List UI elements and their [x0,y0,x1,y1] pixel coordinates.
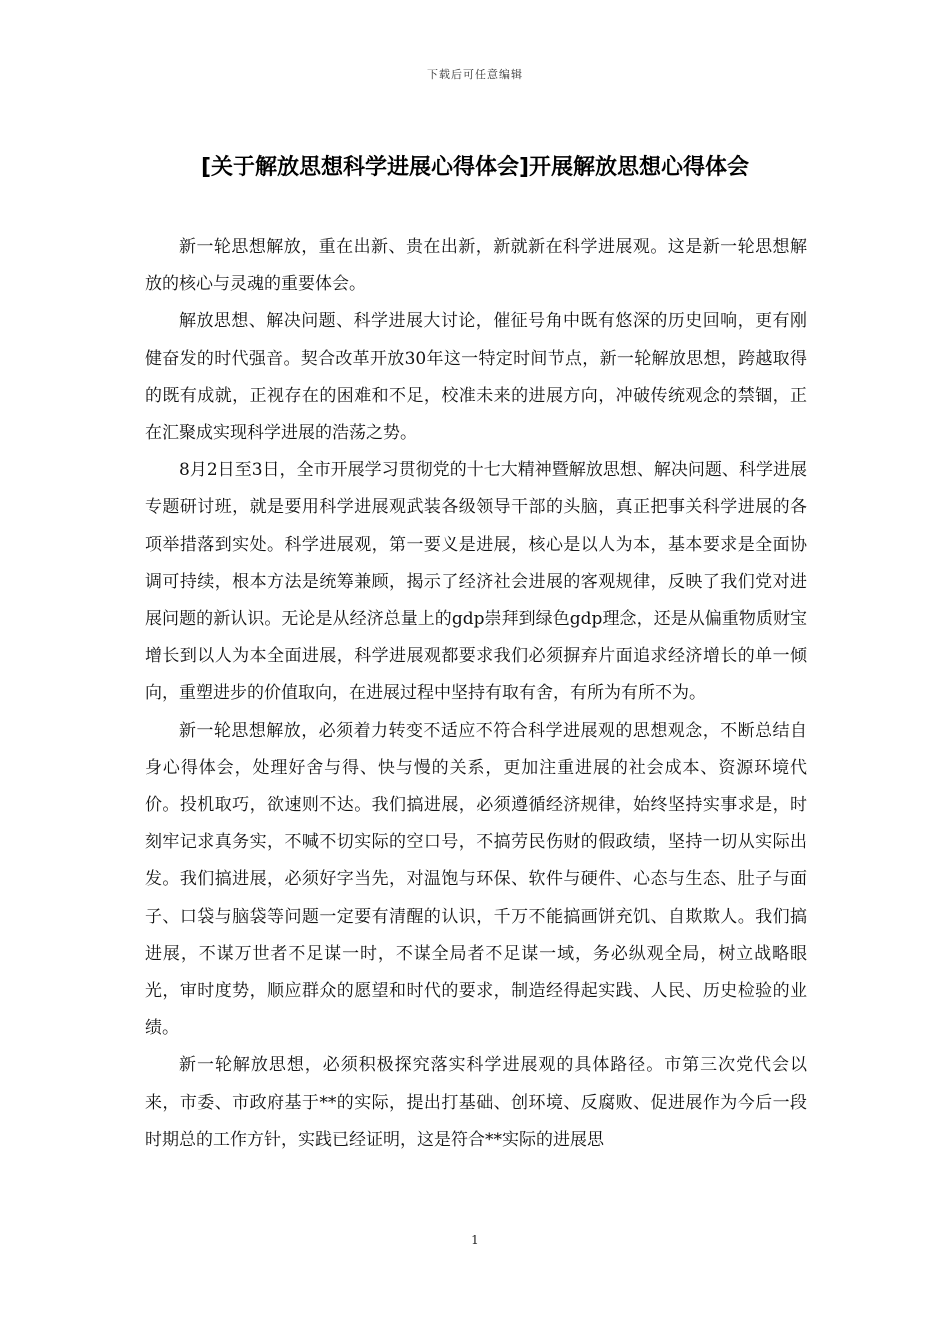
paragraph: 新一轮思想解放，必须着力转变不适应不符合科学进展观的思想观念，不断总结自身心得体会，处理好舍与得、快与慢的关系，更加注重进展的社会成本、资源环境代价。投机取巧，欲速则不达。我们搞进展，必须遵循经济规律，始终坚持实事求是，时刻牢记求真务实，不喊不切实际的空口号，不搞劳民伤财的假政绩，坚持一切从实际出发。我们搞进展，必须好字当先，对温饱与环保、软件与硬件、心态与生态、肚子与面子、口袋与脑袋等问题一定要有清醒的认识，千万不能搞画饼充饥、自欺欺人。我们搞进展，不谋万世者不足谋一时，不谋全局者不足谋一域，务必纵观全局，树立战略眼光，审时度势，顺应群众的愿望和时代的要求，制造经得起实践、人民、历史检验的业绩。 [145,720,807,1039]
paragraph: 解放思想、解决问题、科学进展大讨论，催征号角中既有悠深的历史回响，更有刚健奋发的时代强音。契合改革开放30年这一特定时间节点，新一轮解放思想，跨越取得的既有成就，正视存在的困难和不足，校准未来的进展方向，冲破传统观念的禁锢，正在汇聚成实现科学进展的浩荡之势。 [145,311,807,444]
document-body [145,229,807,1159]
page-number: 1 [471,1233,479,1247]
document-title: [关于解放思想科学进展心得体会]开展解放思想心得体会 [200,155,750,180]
header-note: 下载后可任意编辑 [427,68,523,81]
paragraph: 8月2日至3日，全市开展学习贯彻党的十七大精神暨解放思想、解决问题、科学进展专题研讨班，就是要用科学进展观武装各级领导干部的头脑，真正把事关科学进展的各项举措落到实处。科学进展观，第一要义是进展，核心是以人为本，基本要求是全面协调可持续，根本方法是统筹兼顾，揭示了经济社会进展的客观规律，反映了我们党对进展问题的新认识。无论是从经济总量上的gdp崇拜到绿色gdp理念，还是从偏重物质财宝增长到以人为本全面进展，科学进展观都要求我们必须摒弃片面追求经济增长的单一倾向，重塑进步的价值取向，在进展过程中坚持有取有舍，有所为有所不为。 [145,460,807,704]
paragraph: 新一轮思想解放，重在出新、贵在出新，新就新在科学进展观。这是新一轮思想解放的核心与灵魂的重要体会。 [145,237,807,295]
paragraph: 新一轮解放思想，必须积极探究落实科学进展观的具体路径。市第三次党代会以来，市委、市政府基于**的实际，提出打基础、创环境、反腐败、促进展作为今后一段时期总的工作方针，实践已经证明，这是符合**实际的进展思 [145,1055,807,1150]
